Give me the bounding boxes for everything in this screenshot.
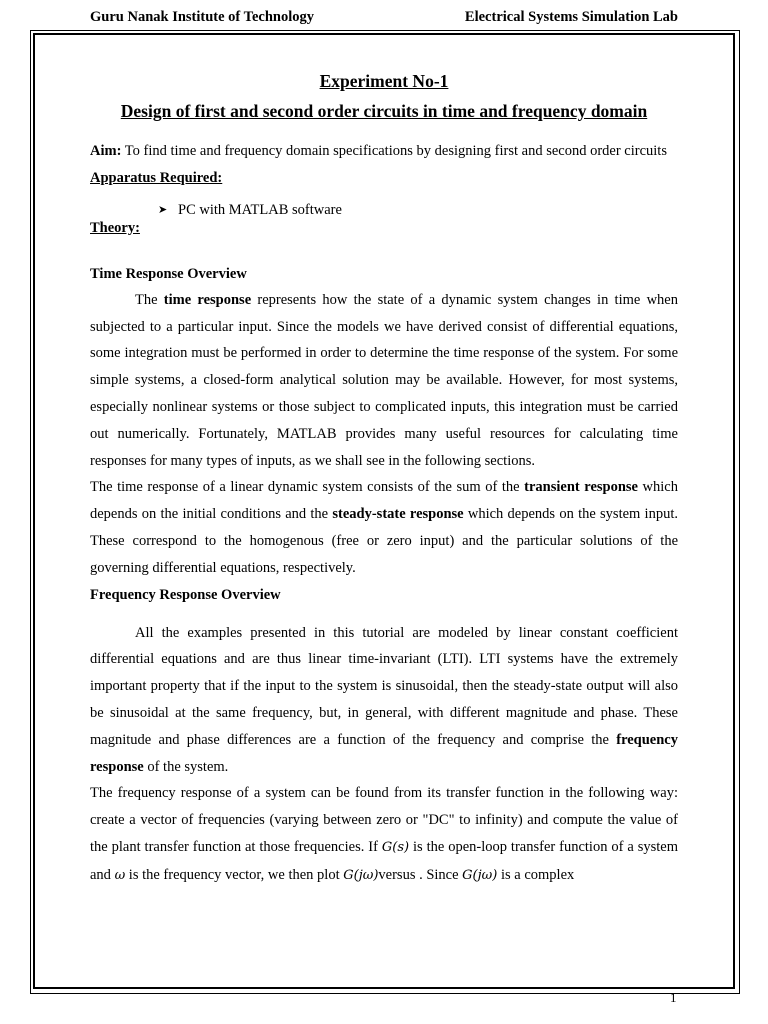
frequency-response-term: frequency response	[90, 731, 678, 775]
text-run: which depends on the system input. These correspond to the homogenous (free or zero input) and the particular solutions of the governing differential equations, respectively.	[90, 506, 678, 576]
text-run: The	[135, 291, 164, 308]
time-response-term: time response	[163, 291, 252, 308]
text-run: which depends on the initial conditions and the	[90, 479, 678, 523]
page-header	[90, 9, 678, 27]
text-run: All the examples presented in this tutorial are modeled by linear constant coefficient differential equations and are thus linear time-invariant (LTI). LTI systems have the extremely important property that if the input to the system is sinusoidal, then the steady-state output will also be sinusoidal at the same frequency, but, in general, with different magnitude and phase. These magnitude and phase differences are a function of the frequency and comprise the	[90, 624, 678, 748]
math-g-of-s: G(s)	[381, 839, 410, 855]
frequency-response-paragraph-1	[90, 620, 678, 781]
page-number: 1	[670, 990, 677, 1005]
text-run: is the open-loop transfer function of a system and	[90, 838, 679, 883]
time-response-paragraph-2	[90, 474, 678, 581]
frequency-response-paragraph-2	[90, 780, 678, 889]
text-run: The time response of a linear dynamic system consists of the sum of the	[90, 479, 525, 496]
text-run: versus . Since	[378, 866, 463, 883]
apparatus-list-item	[90, 197, 678, 223]
math-g-of-j-omega: G(jω)	[343, 867, 379, 883]
text-run: of the system.	[143, 758, 229, 775]
experiment-number: Experiment No-1	[319, 71, 449, 91]
text-run: is a complex	[497, 866, 575, 883]
text-run: represents how the state of a dynamic system changes in time when subjected to a particular input. Since the models we have derived consist of differential equations, some integration must be performed in order to determine the time response of the system. For some simple systems, a closed-form analytical solution may be available. However, for most systems, especially nonlinear systems or those subject to complicated inputs, this integration must be carried out numerically. Fortunately, MATLAB provides many useful resources for calculating time responses for many types of inputs, as we shall see in the following sections.	[90, 291, 678, 469]
text-run: The frequency response of a system can be found from its transfer function in the following way: create a vector of frequencies (varying between zero or "DC" to infinity) and compute the value of the plant transfer function at those frequencies. If	[90, 785, 678, 855]
aim-paragraph	[90, 138, 678, 165]
institute-name: Guru Nanak Institute of Technology	[90, 9, 314, 25]
aim-text: To find time and frequency domain specifications by designing first and second order circuits	[124, 143, 667, 159]
transient-response-term: transient response	[524, 479, 638, 496]
time-response-heading: Time Response Overview	[90, 265, 247, 282]
math-g-of-j-omega-2: G(jω)	[462, 867, 498, 883]
apparatus-heading: Apparatus Required:	[90, 169, 223, 186]
lab-name: Electrical Systems Simulation Lab	[464, 9, 678, 25]
apparatus-item-text: PC with MATLAB software	[178, 201, 342, 218]
experiment-title: Design of first and second order circuits in time and frequency domain	[120, 101, 648, 121]
arrow-bullet-icon: ➤	[158, 203, 168, 216]
steady-state-response-term: steady-state response	[332, 506, 464, 523]
frequency-response-heading: Frequency Response Overview	[90, 586, 281, 603]
math-omega: ω	[114, 867, 126, 883]
time-response-paragraph-1	[90, 287, 678, 475]
text-run: is the frequency vector, we then plot	[125, 866, 344, 883]
page-content	[90, 66, 678, 890]
theory-heading: Theory:	[90, 219, 140, 236]
aim-label: Aim:	[90, 143, 122, 159]
